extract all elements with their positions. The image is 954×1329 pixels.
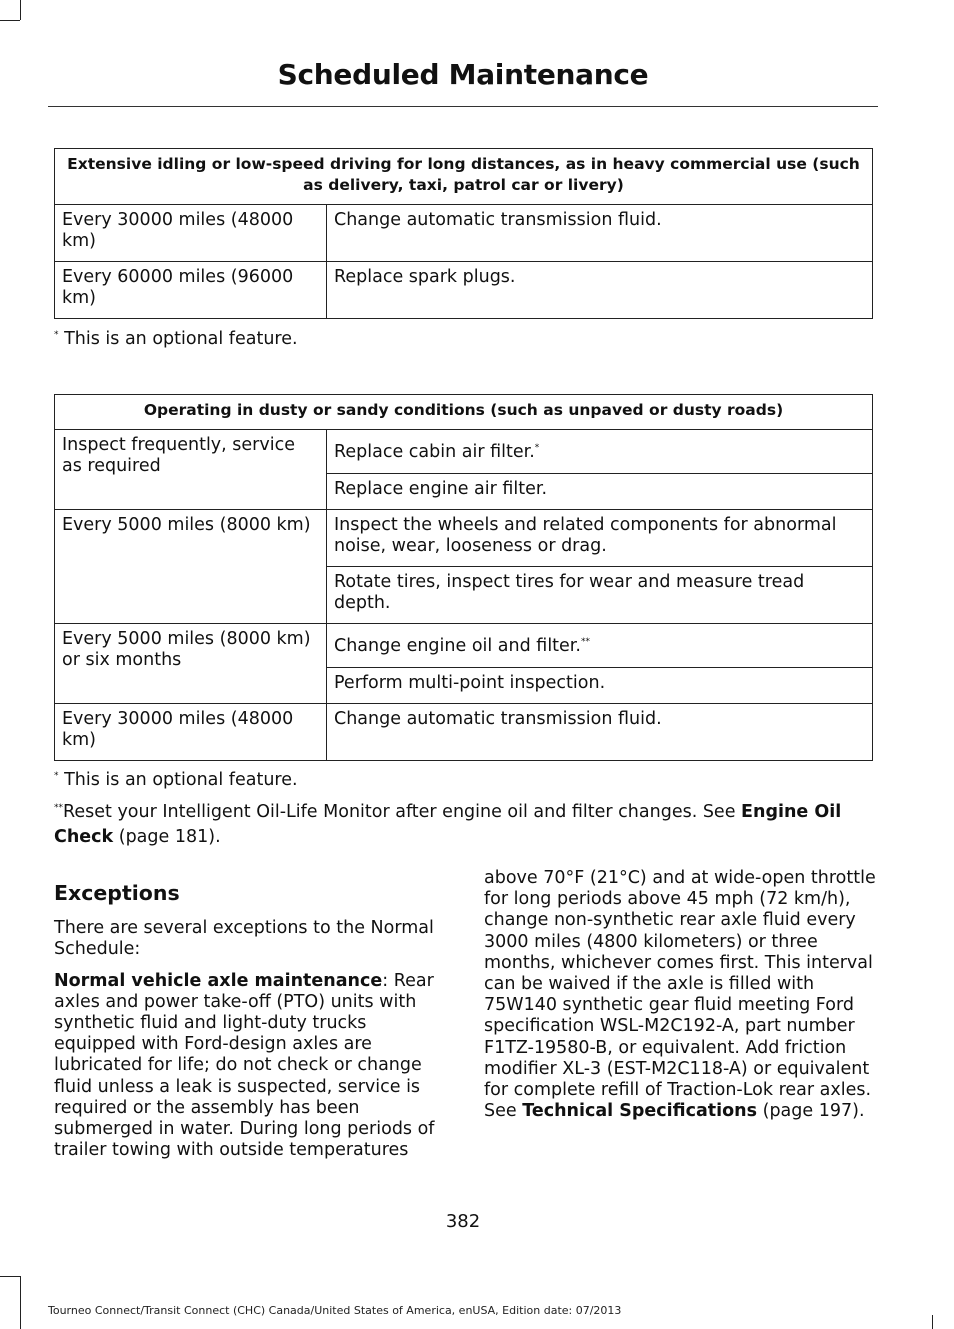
action-cell: Replace spark plugs. [327,262,873,319]
action-cell [327,430,873,474]
section-heading: Exceptions [54,881,180,905]
action-cell: Change automatic transmission fluid. [327,704,873,761]
interval-cell: Every 60000 miles (96000 km) [55,262,327,319]
action-text: Change engine oil and filter. [334,636,581,656]
footnote-optional [54,327,874,352]
interval-cell: Every 5000 miles (8000 km) [55,510,327,624]
action-cell [327,624,873,668]
exceptions-intro: There are several exceptions to the Normal Schedule: [54,918,434,960]
axle-maintenance-continued [484,868,876,1122]
footnote-oil-reset [54,800,874,850]
action-cell: Change automatic transmission fluid. [327,205,873,262]
maintenance-table-dusty [54,394,873,761]
footnote-mark: ** [54,803,63,814]
table-row [55,510,873,567]
interval-cell: Every 30000 miles (48000 km) [55,704,327,761]
footnote-text: This is an optional feature. [64,329,298,349]
crop-mark [0,1276,20,1277]
title-divider [48,106,878,107]
interval-cell: Every 5000 miles (8000 km) or six months [55,624,327,704]
action-text: Replace cabin air filter. [334,442,535,462]
action-cell: Perform multi-point inspection. [327,668,873,704]
footnote-mark: * [54,771,59,782]
footnote-mark: ** [580,637,590,648]
page-reference: (page 181). [113,827,221,847]
table-row [55,704,873,761]
table-row [55,430,873,474]
interval-cell: Every 30000 miles (48000 km) [55,205,327,262]
footnote-optional [54,768,874,793]
footnote-mark: * [534,443,540,454]
crop-mark [20,1276,21,1329]
axle-maintenance-paragraph [54,971,446,1162]
axle-maintenance-text: above 70°F (21°C) and at wide-open throttle for long periods above 45 mph (72 km/h), change non-synthetic rear axle fluid every 3000 miles (4800 kilometers) or three months, whichever comes first. This interval can be waived if the axle is filled with 75W140 synthetic gear fluid meeting Ford specification WSL-M2C192-A, part number F1TZ-19580-B, or equivalent. Add friction modifier XL-3 (EST-M2C118-A) or equivalent for complete refill of Traction-Lok rear axles. See [484,868,876,1122]
exceptions-left-column [54,883,446,1171]
axle-maintenance-text: : Rear axles and power take-off (PTO) units with synthetic fluid and light-duty trucks equipped with Ford-design axles are lubricated for life; do not check or change fluid unless a leak is suspected, service is required or the assembly has been submerged in water. During long periods of trailer towing with outside temperatures [54,970,435,1161]
action-cell: Inspect the wheels and related components for abnormal noise, wear, looseness or drag. [327,510,873,567]
footnote-mark: * [54,330,59,341]
table-row [55,624,873,668]
technical-specifications-link[interactable]: Technical Specifications [522,1101,758,1122]
engine-oil-check-link[interactable]: Engine Oil Check [54,802,842,847]
page-number: 382 [445,1211,481,1232]
action-cell: Replace engine air filter. [327,474,873,510]
exceptions-right-column [484,868,876,1132]
table-row [55,262,873,319]
crop-mark [0,20,20,21]
axle-maintenance-label: Normal vehicle axle maintenance [54,970,383,991]
table-header: Operating in dusty or sandy conditions (such as unpaved or dusty roads) [55,395,873,430]
footnote-text: Reset your Intelligent Oil-Life Monitor after engine oil and filter changes. See [63,802,742,822]
maintenance-table-idling [54,148,873,319]
action-cell: Rotate tires, inspect tires for wear and measure tread depth. [327,567,873,624]
table-header: Extensive idling or low-speed driving for long distances, as in heavy commercial use (such as delivery, taxi, patrol car or livery) [55,149,873,205]
page-title: Scheduled Maintenance [277,58,649,91]
footnote-text: This is an optional feature. [64,770,298,790]
crop-mark [932,1315,933,1329]
footer-text: Tourneo Connect/Transit Connect (CHC) Canada/United States of America, enUSA, Edition date: 07/2013 [48,1304,622,1317]
table-row [55,205,873,262]
crop-mark [20,0,21,20]
interval-cell: Inspect frequently, service as required [55,430,327,510]
page-reference: (page 197). [757,1101,865,1122]
